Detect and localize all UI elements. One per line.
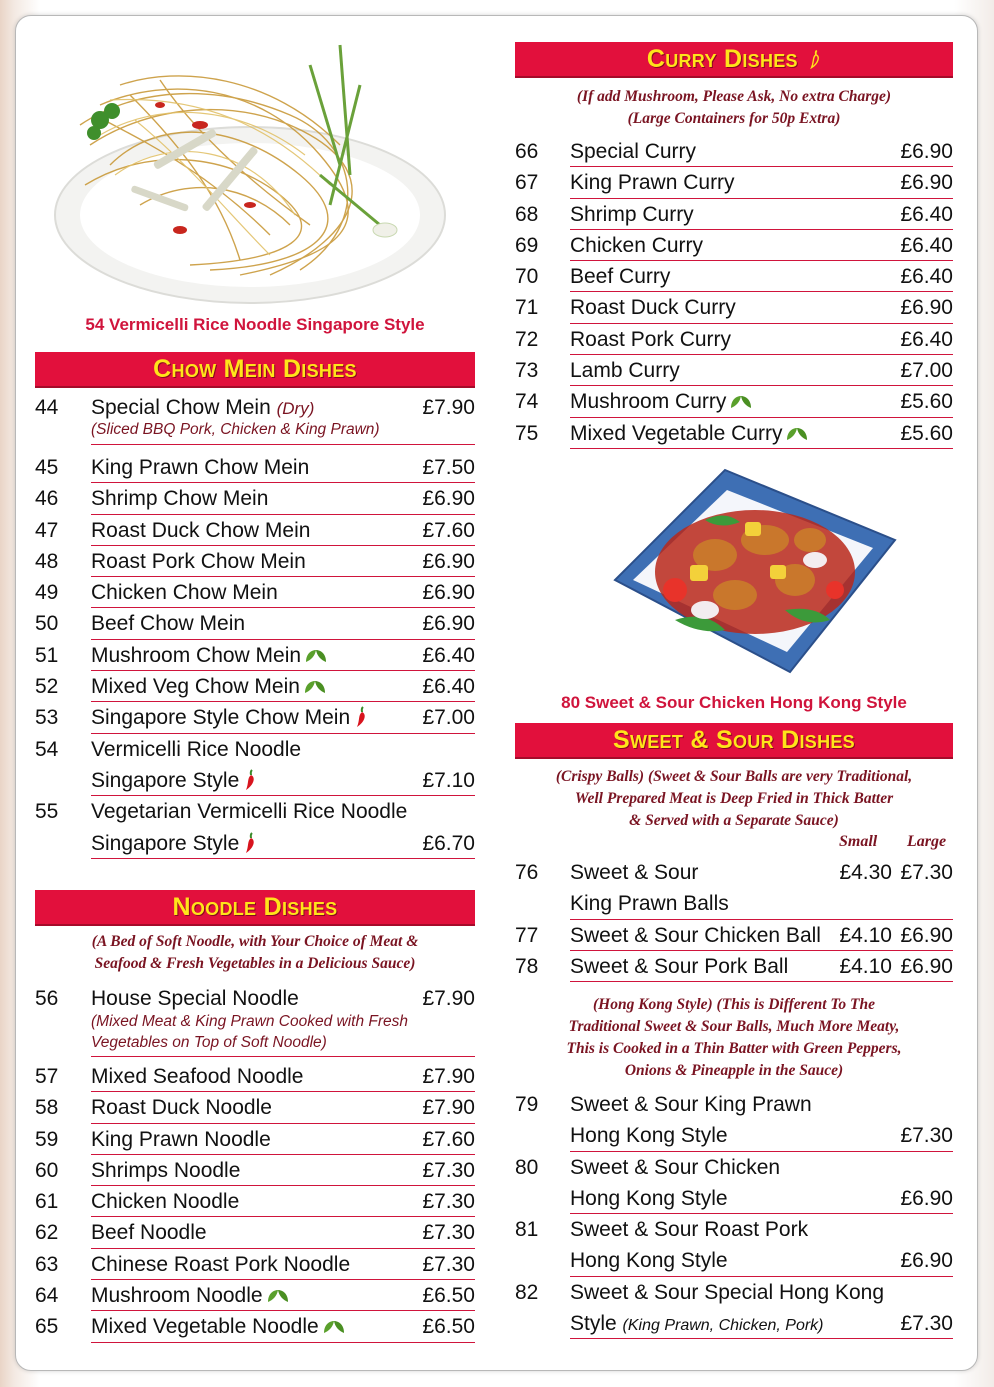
item-price: £6.90: [900, 140, 953, 163]
item-number: 58: [35, 1096, 59, 1120]
item-name: Lamb Curry: [570, 359, 680, 383]
item-line: [91, 483, 475, 514]
sweet-sour-note-line1: (Crispy Balls) (Sweet & Sour Balls are very Traditional,: [555, 768, 913, 785]
item-price: £7.30: [422, 1221, 475, 1245]
menu-item: [515, 951, 953, 982]
item-number: 45: [35, 456, 59, 479]
item-line: [570, 1308, 953, 1339]
item-price: £6.40: [900, 327, 953, 351]
menu-item: [35, 671, 475, 702]
item-price: £6.90: [900, 1249, 953, 1273]
item-name: Sweet & Sour: [570, 861, 699, 884]
item-price-large: £6.90: [900, 923, 953, 947]
item-number: 60: [35, 1158, 59, 1182]
chili-icon: [243, 769, 257, 791]
item-number: 55: [35, 800, 59, 824]
menu-item: [35, 1124, 475, 1155]
menu-item: [35, 515, 475, 546]
item-number: 64: [35, 1284, 59, 1308]
item-line: [91, 1249, 475, 1280]
item-number: 49: [35, 581, 59, 605]
noodle-title: Noodle Dishes: [172, 892, 338, 921]
item-number: 61: [35, 1190, 59, 1214]
item-price: £7.10: [422, 768, 475, 792]
menu-item-continued: [35, 765, 475, 796]
item-name-line2: Style: [570, 1312, 617, 1336]
menu-item: [515, 355, 953, 386]
item-line: [91, 1217, 475, 1248]
menu-item: [35, 1186, 475, 1217]
item-name: Sweet & Sour Special Hong Kong: [570, 1280, 885, 1304]
item-line: [91, 640, 475, 671]
menu-item: [35, 546, 475, 577]
item-price: £7.60: [422, 518, 475, 542]
item-line: [91, 1280, 475, 1311]
item-price: £6.90: [900, 1186, 953, 1210]
hong-kong-style-list: [515, 1089, 953, 1339]
item-name: King Prawn Curry: [570, 171, 735, 195]
curry-banner: [515, 42, 953, 78]
item-line: [570, 355, 953, 386]
menu-item-continued: [515, 1120, 953, 1151]
vegetarian-leaf-icon: [266, 1288, 290, 1304]
item-price: £6.90: [422, 612, 475, 636]
item-line: [91, 1311, 475, 1342]
item-price: £6.40: [900, 202, 953, 226]
item-price-small: £4.10: [839, 923, 892, 947]
item-name: King Prawn Noodle: [91, 1127, 271, 1151]
item-line: [570, 261, 953, 292]
sweet-sour-note-line3: & Served with a Separate Sauce): [629, 812, 839, 829]
item-name: Sweet & Sour King Prawn: [570, 1093, 812, 1116]
item-name-line2: Hong Kong Style: [570, 1186, 728, 1210]
item-name: Mixed Veg Chow Mein: [91, 675, 300, 699]
sweet-sour-photo-caption: 80 Sweet & Sour Chicken Hong Kong Style: [561, 693, 907, 712]
item-name: Roast Duck Curry: [570, 296, 736, 320]
item-line: [91, 983, 475, 1057]
item-price: £7.00: [900, 359, 953, 383]
item-number: 82: [515, 1280, 539, 1304]
item-name: Roast Pork Curry: [570, 327, 732, 351]
item-line: [570, 418, 953, 449]
menu-item: [515, 1214, 953, 1245]
item-number: 76: [515, 861, 539, 884]
item-number: 47: [35, 518, 59, 542]
item-line: [91, 1155, 475, 1186]
menu-item: [515, 324, 953, 355]
item-name: Sweet & Sour Chicken Ball: [570, 923, 821, 947]
item-number: 50: [35, 612, 59, 636]
item-line: [570, 1277, 953, 1308]
noodle-note-line2: Seafood & Fresh Vegetables in a Delicious Sauce): [94, 955, 416, 972]
menu-item: [515, 199, 953, 230]
item-price-small: £4.30: [839, 861, 892, 884]
sweet-sour-note: [515, 766, 953, 832]
item-name: Singapore Style Chow Mein: [91, 706, 351, 730]
item-line: [91, 452, 475, 483]
item-number: 52: [35, 675, 59, 699]
item-name: Chinese Roast Pork Noodle: [91, 1252, 351, 1276]
sweet-sour-banner: [515, 723, 953, 759]
item-line: [91, 1092, 475, 1123]
item-line: [570, 920, 953, 951]
chili-icon: [243, 832, 257, 854]
chow-mein-title: Chow Mein Dishes: [153, 354, 357, 383]
item-price: £6.70: [422, 831, 475, 855]
item-price: £7.00: [422, 706, 475, 730]
curry-note: [515, 86, 953, 130]
item-price: £7.90: [422, 1096, 475, 1120]
item-name: Mushroom Chow Mein: [91, 643, 302, 667]
item-line: [570, 1214, 953, 1245]
item-name: Mixed Vegetable Curry: [570, 421, 783, 445]
item-name-line2: Singapore Style: [91, 768, 240, 792]
item-line: [570, 167, 953, 198]
menu-item: [35, 1155, 475, 1186]
item-line: [570, 199, 953, 230]
noodle-photo-caption: 54 Vermicelli Rice Noodle Singapore Style: [85, 315, 425, 334]
menu-item: [35, 983, 475, 1057]
vegetarian-leaf-icon: [729, 394, 753, 410]
item-number: 78: [515, 954, 539, 978]
item-name: House Special Noodle: [91, 987, 299, 1010]
item-line: [91, 392, 475, 445]
item-number: 57: [35, 1065, 59, 1088]
item-price: £7.30: [900, 1312, 953, 1336]
menu-item: [515, 1152, 953, 1183]
item-price: £6.40: [900, 265, 953, 289]
menu-item: [515, 418, 953, 449]
item-line: [570, 1245, 953, 1276]
item-line: [91, 577, 475, 608]
item-number: 79: [515, 1093, 539, 1116]
item-number: 63: [35, 1252, 59, 1276]
vegetarian-leaf-icon: [304, 648, 328, 664]
menu-item: [515, 136, 953, 167]
menu-item: [35, 483, 475, 514]
item-name: Beef Curry: [570, 265, 671, 289]
item-name: Shrimp Chow Mein: [91, 487, 269, 511]
item-price: £7.90: [422, 1065, 475, 1088]
noodle-note: [35, 931, 475, 975]
sweet-sour-title: Sweet & Sour Dishes: [612, 725, 855, 754]
item-number: 65: [35, 1315, 59, 1339]
hk-note-line1: (Hong Kong Style) (This is Different To The: [592, 996, 876, 1013]
item-line: [570, 951, 953, 982]
hong-kong-style-note: [515, 994, 953, 1082]
item-name: Chicken Chow Mein: [91, 581, 278, 605]
item-line: [91, 515, 475, 546]
item-number: 72: [515, 327, 539, 351]
menu-item: [35, 796, 475, 827]
item-price: £7.30: [422, 1252, 475, 1276]
menu-item: [35, 1280, 475, 1311]
item-line: [570, 230, 953, 261]
chili-icon: [354, 706, 368, 728]
item-name: Roast Pork Chow Mein: [91, 549, 306, 573]
menu-item: [515, 292, 953, 323]
item-price: £6.90: [900, 171, 953, 195]
item-number: 67: [515, 171, 539, 195]
vegetarian-leaf-icon: [785, 426, 809, 442]
menu-item: [35, 608, 475, 639]
vegetarian-leaf-icon: [322, 1319, 346, 1335]
item-number: 77: [515, 923, 539, 947]
menu-item: [35, 734, 475, 765]
item-price: £6.40: [422, 643, 475, 667]
item-line: [570, 1183, 953, 1214]
item-number: 66: [515, 140, 539, 163]
item-line: [91, 1186, 475, 1217]
item-name: Special Chow Mein: [91, 396, 271, 419]
item-price-large: £6.90: [900, 954, 953, 978]
item-line: [91, 1124, 475, 1155]
menu-item: [35, 392, 475, 445]
curry-list: [515, 136, 953, 449]
item-line: [91, 671, 475, 702]
noodle-banner: [35, 890, 475, 926]
noodle-list: [35, 983, 475, 1343]
item-line: [570, 324, 953, 355]
item-name-line2: King Prawn Balls: [570, 892, 729, 916]
item-price: £6.90: [900, 296, 953, 320]
menu-item: [515, 261, 953, 292]
item-extra: (Dry): [276, 399, 315, 418]
item-number: 80: [515, 1155, 539, 1179]
item-name: Mushroom Curry: [570, 390, 727, 414]
menu-item-continued: [35, 828, 475, 859]
noodle-note-line1: (A Bed of Soft Noodle, with Your Choice of Meat &: [91, 933, 419, 950]
item-line: [570, 292, 953, 323]
hk-note-line2: Traditional Sweet & Sour Balls, Much More Meaty,: [568, 1018, 900, 1035]
hk-note-line3: This is Cooked in a Thin Batter with Green Peppers,: [566, 1040, 902, 1057]
item-number: 48: [35, 549, 59, 573]
item-name: Beef Noodle: [91, 1221, 207, 1245]
item-price: £6.50: [422, 1284, 475, 1308]
sweet-sour-note-line2: Well Prepared Meat is Deep Fried in Thick Batter: [574, 790, 894, 807]
chili-icon: [809, 49, 821, 69]
item-line: [570, 1152, 953, 1183]
menu-item: [35, 1061, 475, 1092]
item-price: £5.60: [900, 421, 953, 445]
item-description: (Sliced BBQ Pork, Chicken & King Prawn): [91, 421, 380, 438]
item-number: 69: [515, 233, 539, 257]
vegetarian-leaf-icon: [303, 679, 327, 695]
hk-note-line4: Onions & Pineapple in the Sauce): [624, 1062, 844, 1079]
menu-item: [515, 920, 953, 951]
menu-item: [35, 1249, 475, 1280]
item-name: Sweet & Sour Pork Ball: [570, 954, 789, 978]
item-price: £7.90: [422, 987, 475, 1010]
item-line: [570, 136, 953, 167]
curry-note-line1: (If add Mushroom, Please Ask, No extra Charge): [576, 88, 892, 105]
chow-mein-list: [35, 392, 475, 859]
item-price: £7.50: [422, 456, 475, 479]
item-price: £7.30: [900, 1124, 953, 1148]
item-price: £7.60: [422, 1127, 475, 1151]
menu-item: [35, 640, 475, 671]
item-price: £7.90: [422, 396, 475, 419]
menu-item: [515, 857, 953, 888]
item-line: [91, 608, 475, 639]
chow-mein-banner: [35, 352, 475, 388]
curry-title: Curry Dishes: [646, 44, 798, 73]
item-number: 44: [35, 396, 59, 419]
menu-item: [35, 1311, 475, 1342]
item-name: Roast Duck Chow Mein: [91, 518, 311, 542]
menu-item: [35, 577, 475, 608]
item-number: 75: [515, 421, 539, 445]
item-line: [91, 546, 475, 577]
sweet-sour-balls-list: [515, 857, 953, 982]
item-price-small: £4.10: [839, 954, 892, 978]
item-name: Special Curry: [570, 140, 697, 163]
item-number: 68: [515, 202, 539, 226]
item-line: [91, 702, 475, 733]
item-name: Sweet & Sour Chicken: [570, 1155, 781, 1179]
item-description: (King Prawn, Chicken, Pork): [622, 1317, 824, 1335]
item-number: 70: [515, 265, 539, 289]
item-name: Mixed Vegetable Noodle: [91, 1315, 319, 1339]
item-number: 56: [35, 987, 59, 1010]
item-name: Chicken Curry: [570, 233, 704, 257]
item-name: Mixed Seafood Noodle: [91, 1065, 304, 1088]
item-name: Beef Chow Mein: [91, 612, 246, 636]
item-price: £6.90: [422, 549, 475, 573]
item-price: £6.90: [422, 487, 475, 511]
menu-item: [515, 386, 953, 417]
item-number: 62: [35, 1221, 59, 1245]
item-number: 74: [515, 390, 539, 414]
item-line: [570, 1120, 953, 1151]
menu-item: [35, 1217, 475, 1248]
vermicelli-noodle-photo: [40, 25, 450, 310]
item-name: Chicken Noodle: [91, 1190, 240, 1214]
item-description: (Mixed Meat & King Prawn Cooked with Fresh: [91, 1013, 409, 1030]
item-line: [570, 857, 953, 888]
item-line: [91, 796, 475, 827]
item-price: £5.60: [900, 390, 953, 414]
item-name: Shrimp Curry: [570, 202, 694, 226]
item-line: [570, 1089, 953, 1120]
menu-item: [515, 167, 953, 198]
item-name: Sweet & Sour Roast Pork: [570, 1218, 809, 1242]
menu-item: [35, 702, 475, 733]
item-name-line2: Singapore Style: [91, 831, 240, 855]
item-price: £6.40: [900, 233, 953, 257]
item-price-large: £7.30: [900, 861, 953, 884]
item-price: £7.30: [422, 1158, 475, 1182]
menu-item-continued: [515, 1183, 953, 1214]
item-price: £6.50: [422, 1315, 475, 1339]
item-line: [91, 828, 475, 859]
menu-item: [35, 1092, 475, 1123]
item-line: [91, 734, 475, 765]
item-name: King Prawn Chow Mein: [91, 456, 310, 479]
item-name: Vegetarian Vermicelli Rice Noodle: [91, 800, 408, 824]
menu-item-continued: [515, 1245, 953, 1276]
menu-item: [515, 230, 953, 261]
item-name: Roast Duck Noodle: [91, 1096, 272, 1120]
curry-note-line2: (Large Containers for 50p Extra): [627, 110, 841, 127]
item-description-line2: Vegetables on Top of Soft Noodle): [91, 1034, 327, 1051]
item-line: [91, 765, 475, 796]
item-price: £6.40: [422, 675, 475, 699]
menu-item-continued: [515, 888, 953, 919]
menu-item: [515, 1089, 953, 1120]
item-number: 59: [35, 1127, 59, 1151]
item-number: 53: [35, 706, 59, 730]
menu-item-continued: [515, 1308, 953, 1339]
menu-item: [35, 452, 475, 483]
item-number: 51: [35, 643, 59, 667]
column-header-small: Small: [839, 833, 878, 850]
item-number: 73: [515, 359, 539, 383]
item-number: 81: [515, 1218, 539, 1242]
item-name-line2: Hong Kong Style: [570, 1124, 728, 1148]
item-line: [91, 1061, 475, 1092]
item-name: Vermicelli Rice Noodle: [91, 737, 302, 761]
item-line: [570, 386, 953, 417]
item-price: £7.30: [422, 1190, 475, 1214]
item-name: Mushroom Noodle: [91, 1284, 263, 1308]
item-price: £6.90: [422, 581, 475, 605]
column-header-large: Large: [907, 833, 947, 850]
item-line: [570, 888, 953, 919]
item-name: Shrimps Noodle: [91, 1158, 241, 1182]
item-number: 71: [515, 296, 539, 320]
item-number: 46: [35, 487, 59, 511]
item-name-line2: Hong Kong Style: [570, 1249, 728, 1273]
sweet-sour-chicken-photo: [605, 460, 905, 680]
item-number: 54: [35, 737, 59, 761]
menu-item: [515, 1277, 953, 1308]
